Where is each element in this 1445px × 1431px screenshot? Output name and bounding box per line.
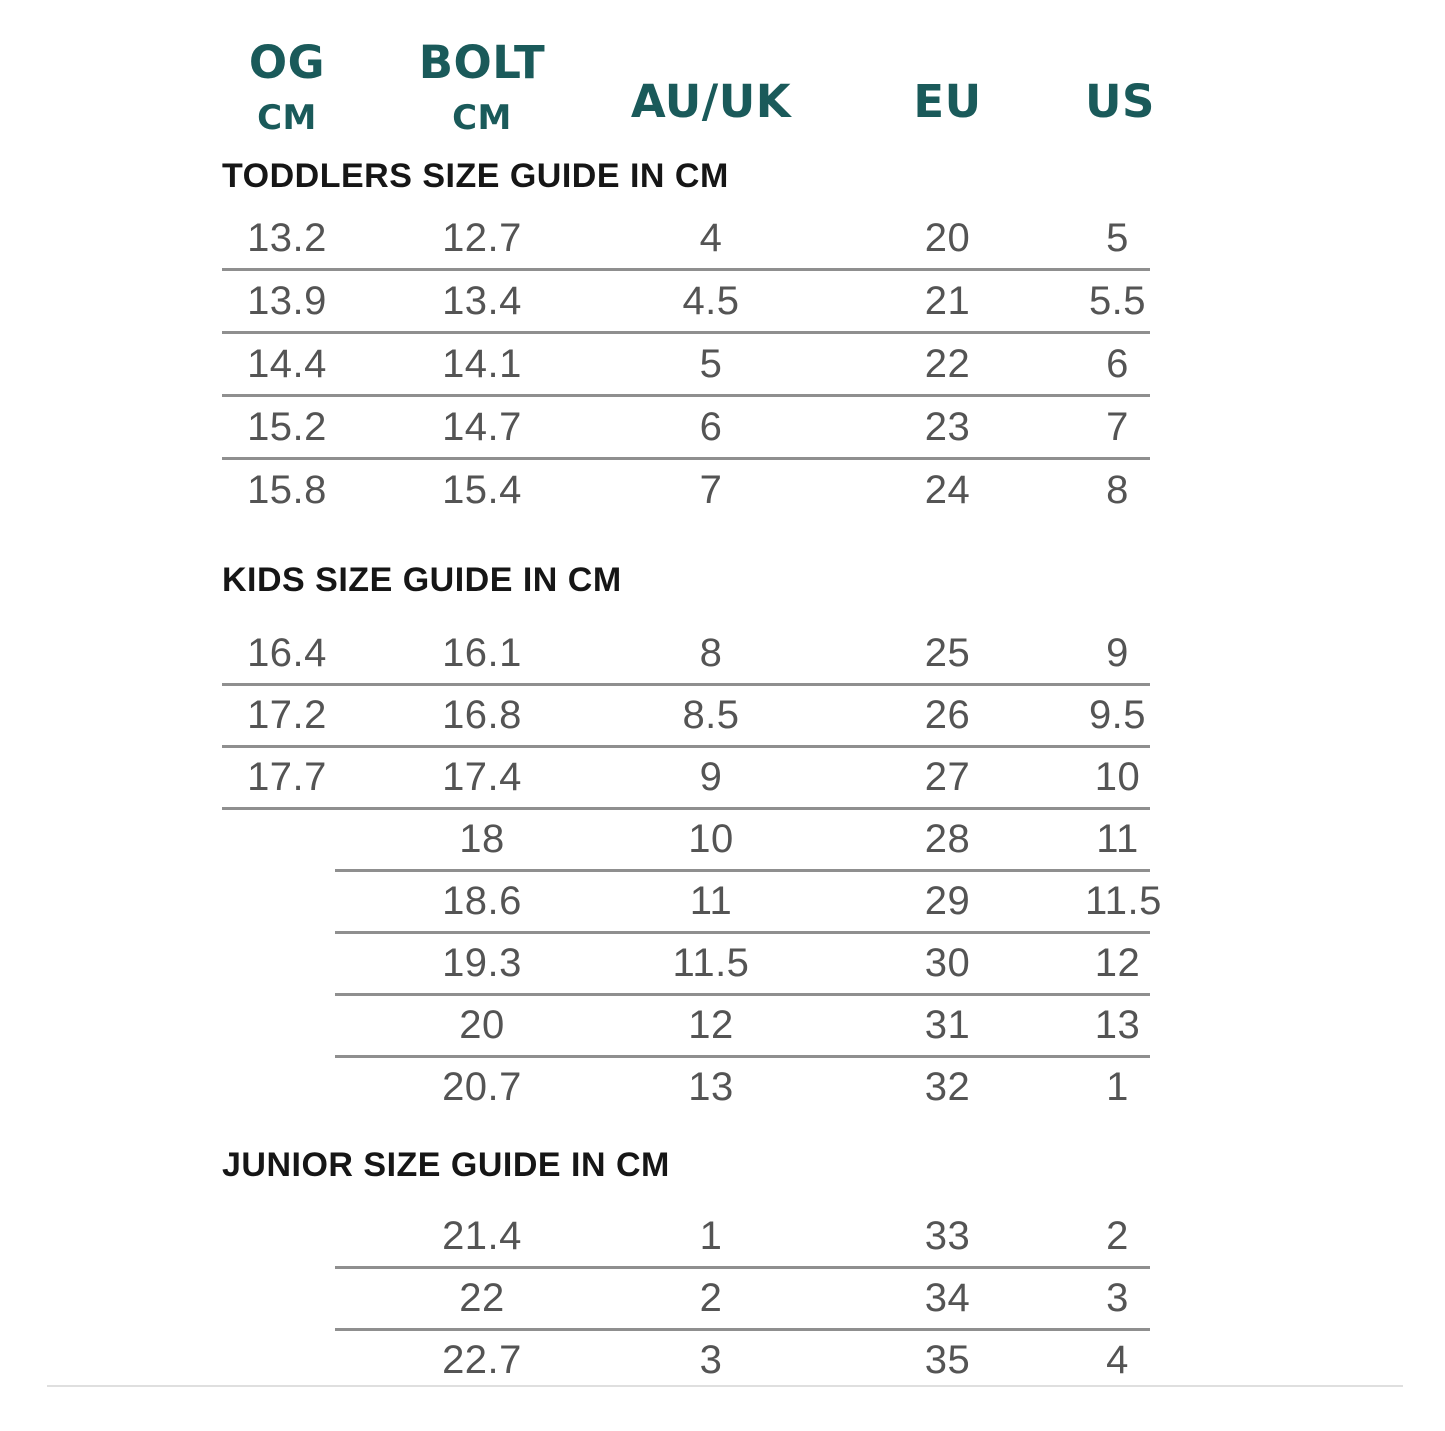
au-uk-cell: 7 bbox=[699, 467, 723, 512]
column-header-og-cm bbox=[222, 38, 352, 140]
og-cm-cell: 13.9 bbox=[247, 278, 327, 323]
au-uk-cell: 2 bbox=[699, 1276, 723, 1320]
section-title: KIDS SIZE GUIDE IN CM bbox=[222, 561, 622, 599]
us-cell: 11.5 bbox=[1085, 879, 1162, 923]
us-cell: 5 bbox=[1106, 215, 1129, 260]
table-row bbox=[222, 748, 1150, 807]
table-row bbox=[222, 872, 1162, 931]
og-cm-cell: 16.4 bbox=[247, 631, 327, 675]
table-row bbox=[222, 208, 1150, 268]
table-row bbox=[222, 1207, 1150, 1266]
og-cm-cell: 14.4 bbox=[247, 341, 327, 386]
eu-cell: 33 bbox=[924, 1214, 971, 1258]
us-cell: 11 bbox=[1096, 817, 1139, 861]
size-guide-content bbox=[222, 0, 1162, 1390]
eu-cell: 25 bbox=[924, 631, 971, 675]
bolt-cm-cell: 15.4 bbox=[442, 467, 522, 512]
og-cm-cell: 15.8 bbox=[247, 467, 327, 512]
size-section bbox=[222, 1146, 1150, 1390]
column-header-au-uk bbox=[612, 52, 810, 127]
column-header-bolt-sub: CM bbox=[452, 98, 512, 138]
bolt-cm-cell: 20 bbox=[459, 1003, 505, 1047]
column-header-bolt-cm bbox=[352, 38, 612, 140]
table-row bbox=[222, 934, 1150, 993]
size-section bbox=[222, 561, 1162, 1117]
eu-cell: 34 bbox=[924, 1276, 971, 1320]
au-uk-cell: 11 bbox=[689, 879, 733, 923]
us-cell: 6 bbox=[1106, 341, 1129, 386]
section-title: JUNIOR SIZE GUIDE IN CM bbox=[222, 1146, 670, 1184]
table-row bbox=[222, 334, 1150, 394]
rows bbox=[222, 624, 1162, 1117]
table-row bbox=[222, 686, 1150, 745]
us-cell: 1 bbox=[1106, 1065, 1129, 1109]
eu-cell: 23 bbox=[924, 404, 971, 449]
us-cell: 4 bbox=[1106, 1338, 1129, 1382]
eu-cell: 31 bbox=[924, 1003, 971, 1047]
au-uk-cell: 9 bbox=[699, 755, 723, 799]
eu-cell: 21 bbox=[924, 278, 971, 323]
table-row bbox=[222, 624, 1150, 683]
us-cell: 7 bbox=[1106, 404, 1129, 449]
au-uk-cell: 13 bbox=[688, 1065, 734, 1109]
eu-cell: 20 bbox=[924, 215, 971, 260]
bolt-cm-cell: 22 bbox=[459, 1276, 505, 1320]
table-row bbox=[222, 810, 1150, 869]
og-cm-cell: 17.7 bbox=[247, 755, 327, 799]
au-uk-cell: 4.5 bbox=[682, 278, 740, 323]
us-cell: 13 bbox=[1094, 1003, 1141, 1047]
bottom-divider-line bbox=[47, 1385, 1403, 1387]
rows bbox=[222, 1207, 1150, 1390]
au-uk-cell: 5 bbox=[699, 341, 723, 386]
table-row bbox=[222, 460, 1150, 520]
bolt-cm-cell: 14.1 bbox=[442, 341, 522, 386]
au-uk-cell: 1 bbox=[699, 1214, 723, 1258]
eu-cell: 30 bbox=[924, 941, 971, 985]
au-uk-cell: 8 bbox=[699, 631, 723, 675]
table-row bbox=[222, 996, 1150, 1055]
section-title: TODDLERS SIZE GUIDE IN CM bbox=[222, 157, 729, 195]
column-header-og-sub: CM bbox=[257, 98, 317, 138]
eu-cell: 22 bbox=[924, 341, 971, 386]
us-cell: 8 bbox=[1106, 467, 1129, 512]
eu-cell: 26 bbox=[924, 693, 971, 737]
size-section bbox=[222, 157, 1150, 520]
eu-cell: 27 bbox=[924, 755, 971, 799]
bolt-cm-cell: 16.1 bbox=[442, 631, 522, 675]
au-uk-cell: 3 bbox=[699, 1338, 723, 1382]
bolt-cm-cell: 16.8 bbox=[442, 693, 522, 737]
au-uk-cell: 10 bbox=[688, 817, 734, 861]
column-header-og-label: OG bbox=[248, 36, 326, 89]
bolt-cm-cell: 20.7 bbox=[442, 1065, 522, 1109]
table-row bbox=[222, 1331, 1150, 1390]
column-header-eu bbox=[810, 52, 1085, 127]
au-uk-cell: 8.5 bbox=[682, 693, 740, 737]
us-cell: 10 bbox=[1094, 755, 1141, 799]
bolt-cm-cell: 14.7 bbox=[442, 404, 522, 449]
us-cell: 2 bbox=[1106, 1214, 1129, 1258]
bolt-cm-cell: 12.7 bbox=[442, 215, 522, 260]
au-uk-cell: 4 bbox=[699, 215, 723, 260]
au-uk-cell: 6 bbox=[699, 404, 723, 449]
eu-cell: 35 bbox=[924, 1338, 971, 1382]
au-uk-cell: 12 bbox=[688, 1003, 734, 1047]
eu-cell: 24 bbox=[924, 467, 971, 512]
us-cell: 9.5 bbox=[1088, 693, 1147, 737]
eu-cell: 32 bbox=[924, 1065, 971, 1109]
table-row bbox=[222, 1058, 1150, 1117]
column-header-us-label: US bbox=[1085, 74, 1155, 128]
eu-cell: 29 bbox=[924, 879, 971, 923]
bolt-cm-cell: 19.3 bbox=[442, 941, 522, 985]
column-header-eu-label: EU bbox=[913, 74, 982, 128]
column-header-au-uk-label: AU/UK bbox=[630, 74, 792, 128]
table-row bbox=[222, 1269, 1150, 1328]
au-uk-cell: 11.5 bbox=[672, 941, 750, 985]
column-header-us bbox=[1085, 52, 1155, 128]
bolt-cm-cell: 18.6 bbox=[442, 879, 522, 923]
og-cm-cell: 13.2 bbox=[247, 215, 327, 260]
og-cm-cell: 17.2 bbox=[247, 693, 327, 737]
column-header-bolt-label: BOLT bbox=[418, 36, 546, 89]
bolt-cm-cell: 17.4 bbox=[442, 755, 522, 799]
table-row bbox=[222, 271, 1150, 331]
bolt-cm-cell: 21.4 bbox=[442, 1214, 522, 1258]
us-cell: 9 bbox=[1106, 631, 1129, 675]
column-header-row bbox=[222, 36, 1155, 140]
og-cm-cell: 15.2 bbox=[247, 404, 327, 449]
bolt-cm-cell: 18 bbox=[459, 817, 505, 861]
eu-cell: 28 bbox=[924, 817, 971, 861]
us-cell: 12 bbox=[1094, 941, 1141, 985]
us-cell: 3 bbox=[1106, 1276, 1129, 1320]
rows bbox=[222, 208, 1150, 520]
table-row bbox=[222, 397, 1150, 457]
bolt-cm-cell: 13.4 bbox=[442, 278, 522, 323]
sections bbox=[222, 157, 1162, 1390]
bolt-cm-cell: 22.7 bbox=[442, 1338, 522, 1382]
us-cell: 5.5 bbox=[1088, 278, 1147, 323]
